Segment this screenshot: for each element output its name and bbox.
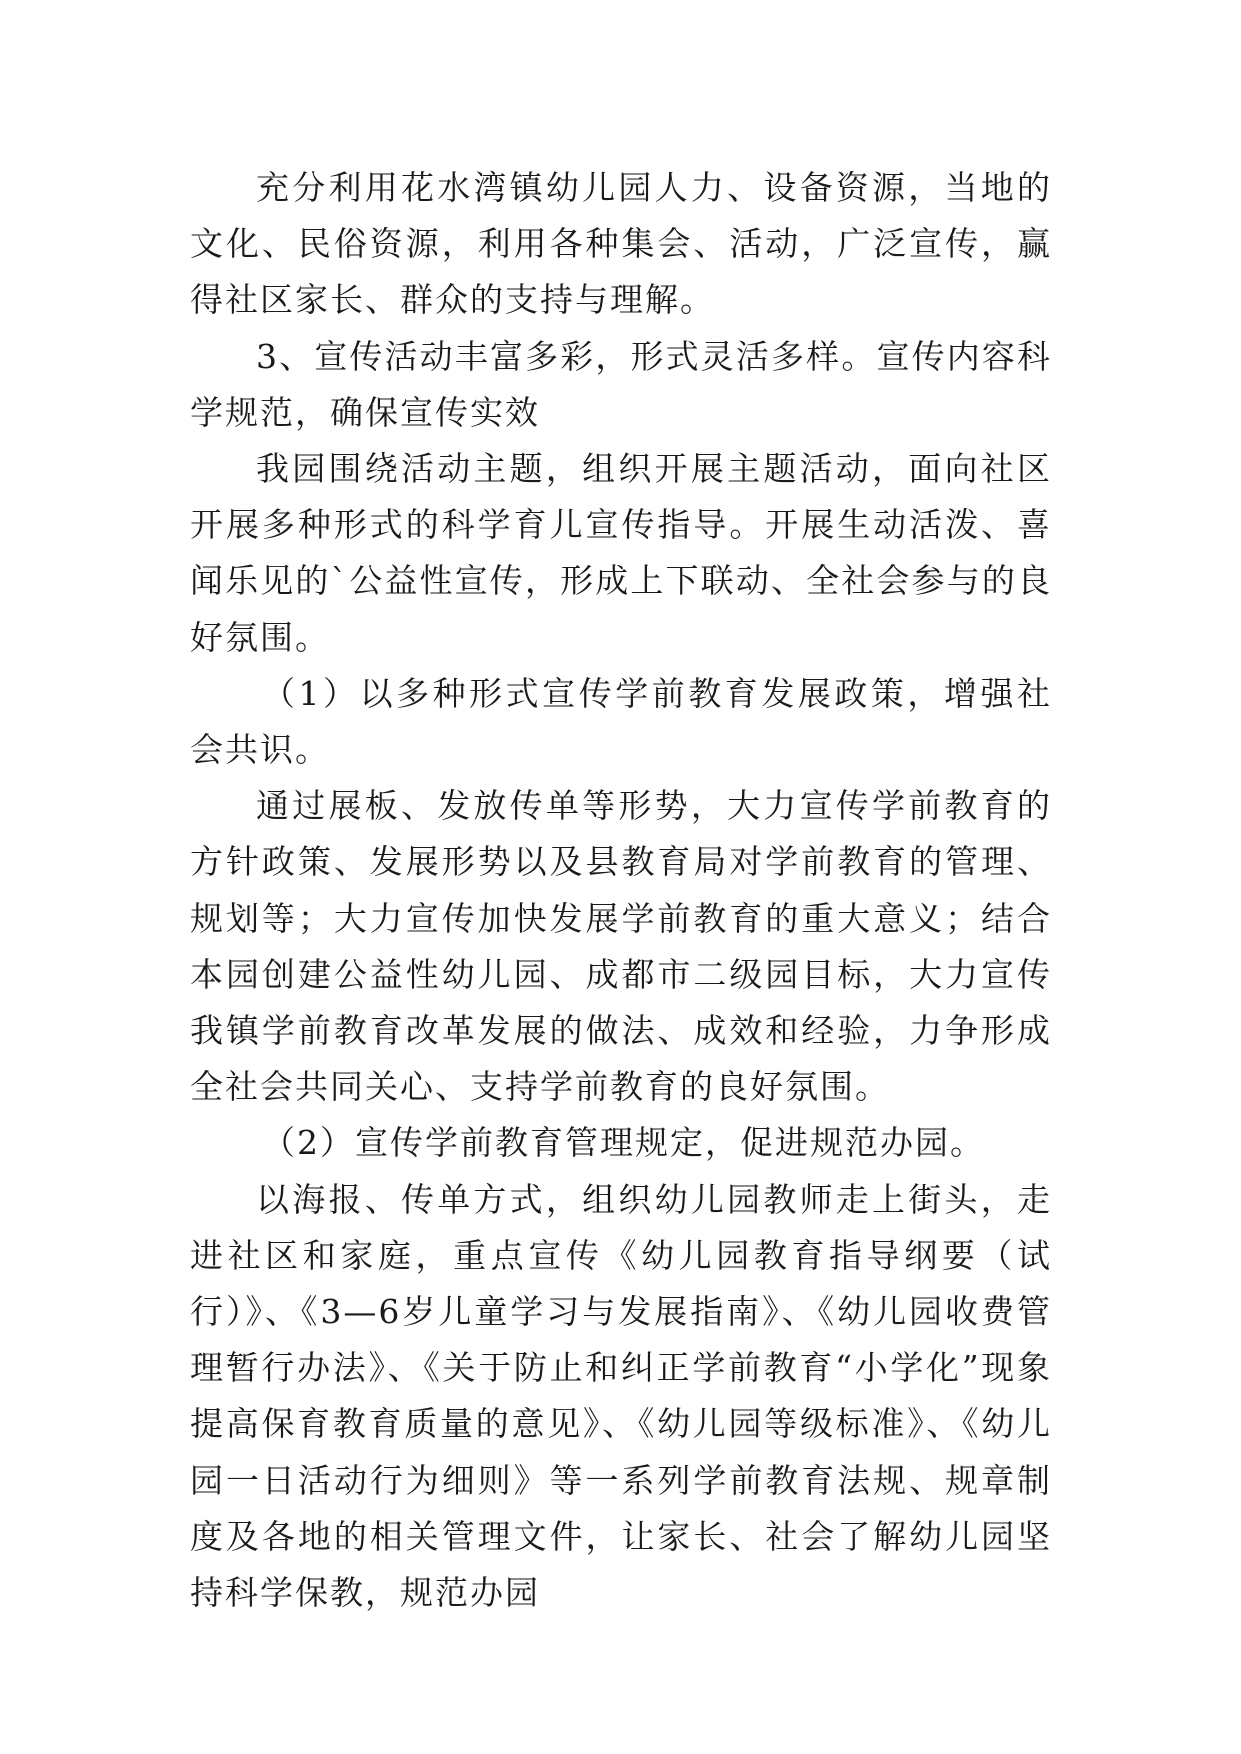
paragraph-policy-promotion: 通过展板、发放传单等形势，大力宣传学前教育的方针政策、发展形势以及县教育局对学前教育的管理、规划等；大力宣传加快发展学前教育的重大意义；结合本园创建公益性幼儿园、成都市二级园目标，大力宣传我镇学前教育改革发展的做法、成效和经验，力争形成全社会共同关心、支持学前教育的良好氛围。 (190, 786, 1052, 1107)
paragraph-regulations: 以海报、传单方式，组织幼儿园教师走上街头，走进社区和家庭，重点宣传《幼儿园教育指导纲要（试行）》、《3—6岁儿童学习与发展指南》、《幼儿园收费管理暂行办法》、《关于防止和纠正学前教育“小学化”现象提高保育教育质量的意见》、《幼儿园等级标准》、《幼儿园一日活动行为细则》等一系列学前教育法规、规章制度及各地的相关管理文件，让家长、社会了解幼儿园坚持科学保教，规范办园 (190, 1179, 1052, 1613)
document-body (190, 160, 1052, 1621)
paragraph-resources: 充分利用花水湾镇幼儿园人力、设备资源，当地的文化、民俗资源，利用各种集会、活动，广泛宣传，赢得社区家长、群众的支持与理解。 (190, 168, 1052, 320)
paragraph-subheading-1: （1）以多种形式宣传学前教育发展政策，增强社会共识。 (190, 673, 1052, 770)
paragraph-section-3-heading: 3、宣传活动丰富多彩，形式灵活多样。宣传内容科学规范，确保宣传实效 (190, 336, 1052, 432)
paragraph-subheading-2: （2）宣传学前教育管理规定，促进规范办园。 (262, 1123, 985, 1163)
paragraph-activities: 我园围绕活动主题，组织开展主题活动，面向社区开展多种形式的科学育儿宣传指导。开展生动活泼、喜闻乐见的`公益性宣传，形成上下联动、全社会参与的良好氛围。 (190, 449, 1052, 657)
